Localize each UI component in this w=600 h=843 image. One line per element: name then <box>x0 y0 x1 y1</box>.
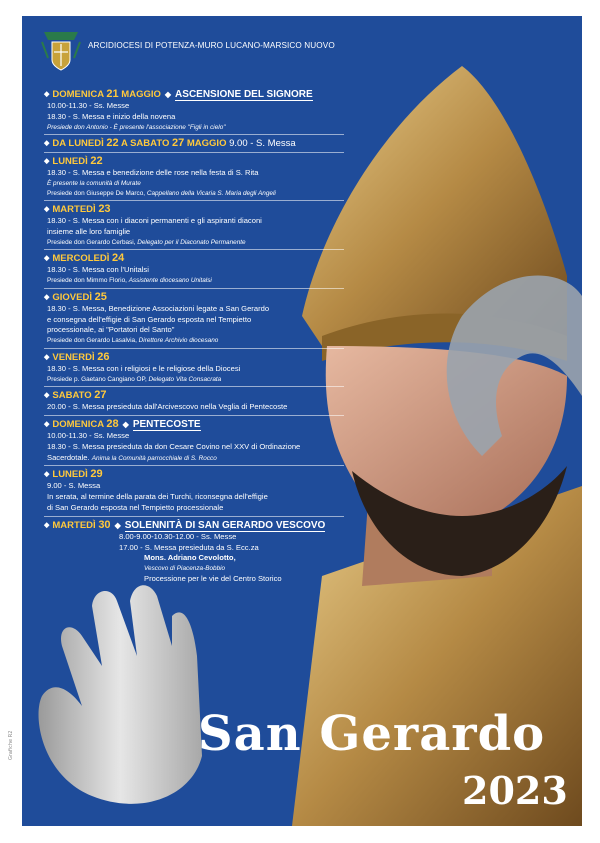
divider <box>44 152 344 153</box>
schedule-entry-29: ◆ LUNEDÌ 29 9.00 - S. Messa In serata, al termine della parata dei Turchi, riconsegna dell'effigie di San Gerardo esposta nel Tempietto processionale <box>44 468 268 512</box>
coat-of-arms-icon <box>38 28 84 74</box>
schedule-entry-30: ◆ MARTEDÌ 30 ◆ SOLENNITÀ DI SAN GERARDO VESCOVO 8.00-9.00-10.30-12.00 - Ss. Messe 17.00 - S. Messa presieduta da S. Ecc.za Mons. Adriano Cevolotto, Vescovo di Piacenza-Bobbio Processione per le vie del Centro Storico <box>44 518 326 583</box>
hand-shape <box>39 585 202 804</box>
schedule-entry-25: ◆ GIOVEDÌ 25 18.30 - S. Messa, Benedizione Associazioni legate a San Gerardo e consegna dell'effigie di San Gerardo esposta nel Tempietto processionale, ai "Portatori del Santo" Presiede don Gerardo Lasalvia, Direttore Archivio diocesano <box>44 290 270 345</box>
divider <box>44 288 344 289</box>
schedule-entry-27: ◆ SABATO 27 20.00 - S. Messa presieduta dall'Arcivescovo nella Veglia di Pentecoste <box>44 389 288 412</box>
divider <box>44 465 344 466</box>
diocese-name: ARCIDIOCESI DI POTENZA-MURO LUCANO-MARSICO NUOVO <box>88 41 335 50</box>
schedule-entry-28: ◆ DOMENICA 28 ◆ PENTECOSTE 10.00-11.30 - Ss. Messe 18.30 - S. Messa presieduta da don Cesare Covino nel XXV di Ordinazione Sacerdotale. Anima la Comunità parrocchiale di S. Rocco <box>44 417 301 462</box>
printer-credit: Grafiche R2 <box>8 730 14 760</box>
divider <box>44 200 344 201</box>
schedule-entry-23: ◆ MARTEDÌ 23 18.30 - S. Messa con i diaconi permanenti e gli aspiranti diaconi insieme alle loro famiglie Presiede don Gerardo Cerbasi, Delegato per il Diaconato Permanente <box>44 203 262 246</box>
feast-san-gerardo: SOLENNITÀ DI SAN GERARDO VESCOVO <box>124 519 326 531</box>
poster <box>22 16 582 826</box>
schedule <box>44 88 364 584</box>
schedule-entry-24: ◆ MERCOLEDÌ 24 18.30 - S. Messa con l'Unitalsi Presiede don Mimmo Florio, Assistente diocesano Unitalsi <box>44 252 212 285</box>
feast-ascension: ASCENSIONE DEL SIGNORE <box>175 89 313 100</box>
divider <box>44 516 344 517</box>
schedule-entry-22-27: ◆ DA LUNEDÌ 22 A SABATO 27 MAGGIO 9.00 - S. Messa <box>44 137 296 150</box>
schedule-entry-21: ◆ DOMENICA 21 MAGGIO ◆ ASCENSIONE DEL SIGNORE 10.00-11.30 - Ss. Messe 18.30 - S. Messa e inizio della novena Presiede don Antonio - È presente l'associazione "Figli in cielo" <box>44 88 313 131</box>
feast-pentecost: PENTECOSTE <box>132 418 201 430</box>
poster-title: San Gerardo <box>198 706 546 762</box>
divider <box>44 386 344 387</box>
divider <box>44 134 344 135</box>
divider <box>44 415 344 416</box>
divider <box>44 249 344 250</box>
divider <box>44 348 344 349</box>
poster-year: 2023 <box>462 768 568 813</box>
schedule-entry-26: ◆ VENERDÌ 26 18.30 - S. Messa con i religiosi e le religiose della Diocesi Presiede p. Gaetano Cangiano OP, Delegato Vita Consacrata <box>44 350 241 383</box>
schedule-entry-22: ◆ LUNEDÌ 22 18.30 - S. Messa e benedizione delle rose nella festa di S. Rita È presente la comunità di Murate Presiede don Giuseppe De Marco, Cappellano della Vicaria S. Maria degli Angeli <box>44 155 276 197</box>
